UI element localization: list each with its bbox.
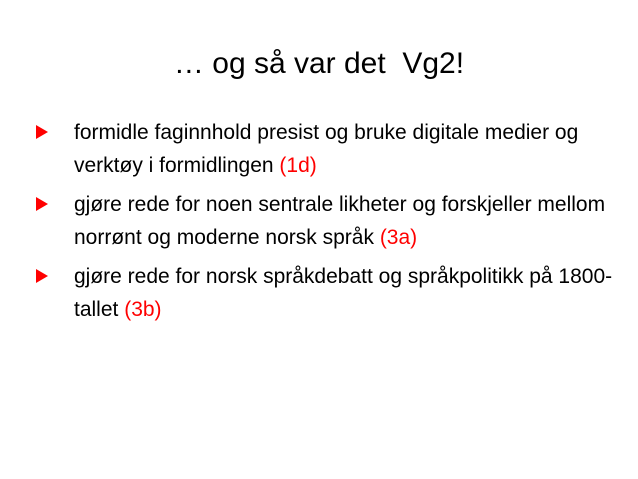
bullet-text: gjøre rede for noen sentrale likheter og forskjeller mellom norrønt og moderne norsk språk (74, 193, 606, 249)
slide-title: … og så var det Vg2! (173, 47, 465, 80)
bullet-text: gjøre rede for norsk språkdebatt og språkpolitikk på 1800-tallet (74, 265, 613, 321)
triangle-bullet-icon (36, 269, 48, 283)
triangle-bullet-icon (36, 197, 48, 211)
bullet-item (36, 260, 616, 326)
competence-code: (3a) (379, 226, 418, 249)
bullet-list (36, 116, 616, 332)
bullet-item (36, 188, 616, 254)
competence-code: (3b) (124, 298, 162, 321)
triangle-bullet-icon (36, 125, 48, 139)
bullet-item (36, 116, 616, 182)
competence-code: (1d) (279, 154, 317, 177)
bullet-text: formidle faginnhold presist og bruke digitale medier og verktøy i formidlingen (74, 121, 579, 177)
